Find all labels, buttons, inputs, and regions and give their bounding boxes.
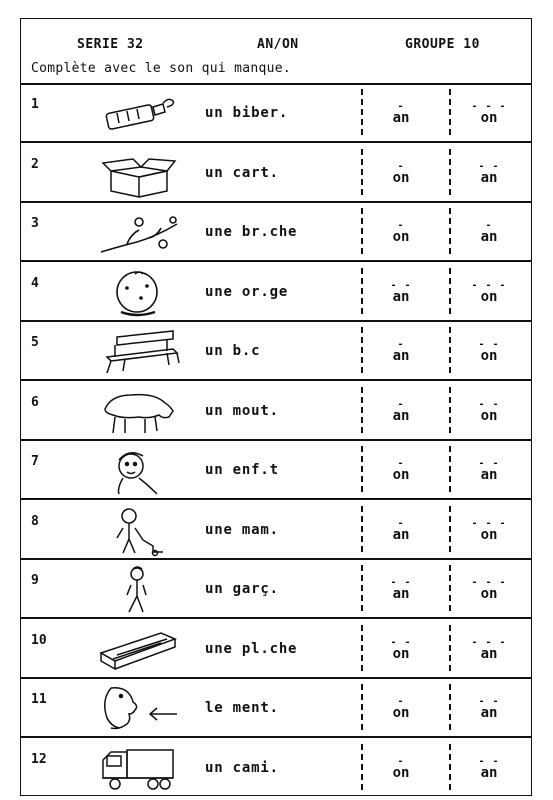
syllable-marks: - xyxy=(397,458,405,469)
sound-option-2[interactable] xyxy=(469,460,509,483)
sound-option-1[interactable] xyxy=(381,398,421,424)
exercise-row xyxy=(21,83,531,143)
syllable-marks: - xyxy=(397,101,405,112)
sound-text: an xyxy=(480,705,498,721)
sound-text: on xyxy=(392,229,410,245)
exercise-row xyxy=(21,559,531,619)
item-number: 7 xyxy=(31,454,39,469)
item-number: 2 xyxy=(31,156,39,172)
dashed-divider xyxy=(361,89,363,135)
syllable-marks: - - xyxy=(478,458,500,469)
dashed-divider xyxy=(449,625,451,671)
exercise-row xyxy=(21,500,531,560)
sound-option-2[interactable] xyxy=(469,398,509,424)
dashed-divider xyxy=(361,327,363,373)
sound-text: on xyxy=(480,586,498,602)
sound-text: an xyxy=(392,586,410,602)
incomplete-word: un mout. xyxy=(205,402,279,419)
item-number: 6 xyxy=(31,394,39,410)
sound-text: on xyxy=(392,764,410,781)
plank-icon xyxy=(97,625,179,673)
sound-option-2[interactable] xyxy=(469,279,509,305)
sound-option-1[interactable] xyxy=(381,279,421,305)
incomplete-word: une mam. xyxy=(205,521,279,538)
sound-text: an xyxy=(480,645,498,662)
item-number: 5 xyxy=(31,335,39,350)
dashed-divider xyxy=(361,149,363,195)
exercise-row xyxy=(21,202,531,262)
sound-text: on xyxy=(480,526,498,543)
branch-icon xyxy=(97,208,179,256)
item-number: 9 xyxy=(31,573,39,588)
sound-text: an xyxy=(392,526,410,543)
bench-icon xyxy=(97,327,179,375)
syllable-marks: - - xyxy=(478,160,500,172)
exercise-row xyxy=(21,619,531,679)
sound-option-1[interactable] xyxy=(381,160,421,186)
sound-text: an xyxy=(480,467,498,483)
sound-text: an xyxy=(392,348,410,364)
exercise-row xyxy=(21,262,531,322)
syllable-marks: - - xyxy=(478,398,500,410)
sound-option-1[interactable] xyxy=(381,517,421,543)
syllable-marks: - - xyxy=(478,755,500,767)
dashed-divider xyxy=(361,506,363,552)
sound-option-2[interactable] xyxy=(469,222,509,245)
dashed-divider xyxy=(449,149,451,195)
incomplete-word: une br.che xyxy=(205,224,298,240)
syllable-marks: - - - xyxy=(471,279,507,291)
sound-text: an xyxy=(392,110,410,126)
sound-option-1[interactable] xyxy=(381,460,421,483)
chin-face-icon xyxy=(97,684,179,732)
sound-text: on xyxy=(392,467,410,483)
sound-option-2[interactable] xyxy=(469,579,509,602)
worksheet-header xyxy=(21,19,531,85)
sound-option-1[interactable] xyxy=(381,222,421,245)
dashed-divider xyxy=(449,565,451,611)
sound-text: on xyxy=(480,110,498,126)
sound-option-2[interactable] xyxy=(469,517,509,543)
syllable-marks: - xyxy=(397,398,405,410)
syllable-marks: - - - xyxy=(471,636,507,648)
syllable-marks: - xyxy=(397,220,405,231)
baby-bottle-icon xyxy=(97,89,179,137)
syllable-marks: - xyxy=(397,160,405,172)
syllable-marks: - - xyxy=(390,577,412,588)
sound-text: on xyxy=(480,288,498,305)
sound-option-2[interactable] xyxy=(469,636,509,662)
orange-icon xyxy=(97,268,179,316)
item-number: 10 xyxy=(31,632,47,648)
mother-icon xyxy=(97,506,179,554)
sound-text: on xyxy=(480,348,498,364)
syllable-marks: - - xyxy=(478,339,500,350)
syllable-marks: - - xyxy=(390,636,412,648)
dashed-divider xyxy=(361,387,363,433)
child-icon xyxy=(97,446,179,494)
dashed-divider xyxy=(449,506,451,552)
item-number: 12 xyxy=(31,751,47,767)
sound-text: on xyxy=(392,705,410,721)
sound-option-1[interactable] xyxy=(381,103,421,126)
dashed-divider xyxy=(449,387,451,433)
exercise-row xyxy=(21,440,531,500)
syllable-marks: - - xyxy=(478,696,500,707)
dashed-divider xyxy=(361,744,363,790)
dashed-divider xyxy=(449,684,451,730)
cardboard-box-icon xyxy=(97,149,179,197)
sound-text: on xyxy=(480,407,498,424)
exercise-row xyxy=(21,381,531,441)
incomplete-word: un cami. xyxy=(205,759,279,776)
dashed-divider xyxy=(361,565,363,611)
syllable-marks: - - - xyxy=(471,517,507,529)
syllable-marks: - xyxy=(397,339,405,350)
dashed-divider xyxy=(449,89,451,135)
sound-text: an xyxy=(480,169,498,186)
incomplete-word: un enf.t xyxy=(205,462,279,478)
sound-text: an xyxy=(392,288,410,305)
item-number: 3 xyxy=(31,216,39,231)
syllable-marks: - - xyxy=(390,279,412,291)
incomplete-word: le ment. xyxy=(205,700,279,716)
incomplete-word: un b.c xyxy=(205,343,261,359)
syllable-marks: - xyxy=(397,696,405,707)
item-number: 11 xyxy=(31,692,47,707)
sound-option-2[interactable] xyxy=(469,755,509,781)
syllable-marks: - - - xyxy=(471,577,507,588)
sound-text: on xyxy=(392,645,410,662)
incomplete-word: un biber. xyxy=(205,105,289,121)
sound-text: an xyxy=(480,764,498,781)
dashed-divider xyxy=(361,268,363,314)
exercise-row xyxy=(21,678,531,738)
exercise-row xyxy=(21,143,531,203)
dashed-divider xyxy=(449,208,451,254)
boy-icon xyxy=(97,565,179,613)
exercise-row xyxy=(21,738,531,798)
dashed-divider xyxy=(361,684,363,730)
dashed-divider xyxy=(361,446,363,492)
item-number: 8 xyxy=(31,513,39,529)
instruction-text: Complète avec le son qui manque. xyxy=(31,61,292,76)
group-label: GROUPE 10 xyxy=(405,37,480,52)
sound-option-2[interactable] xyxy=(469,160,509,186)
sound-option-1[interactable] xyxy=(381,579,421,602)
incomplete-word: une or.ge xyxy=(205,283,289,300)
syllable-marks: - - - xyxy=(471,101,507,112)
sound-option-1[interactable] xyxy=(381,755,421,781)
exercise-row xyxy=(21,321,531,381)
syllable-marks: - xyxy=(397,517,405,529)
theme-label: AN/ON xyxy=(257,37,299,52)
dashed-divider xyxy=(449,268,451,314)
incomplete-word: un garç. xyxy=(205,581,279,597)
syllable-marks: - xyxy=(397,755,405,767)
series-label: SERIE 32 xyxy=(77,37,144,52)
sheep-icon xyxy=(97,387,179,435)
sound-option-2[interactable] xyxy=(469,103,509,126)
truck-icon xyxy=(97,744,179,792)
sound-option-2[interactable] xyxy=(469,698,509,721)
item-number: 1 xyxy=(31,97,39,112)
dashed-divider xyxy=(361,625,363,671)
dashed-divider xyxy=(449,327,451,373)
sound-text: an xyxy=(480,229,498,245)
item-number: 4 xyxy=(31,275,39,291)
sound-text: on xyxy=(392,169,410,186)
sound-option-1[interactable] xyxy=(381,341,421,364)
sound-text: an xyxy=(392,407,410,424)
dashed-divider xyxy=(449,446,451,492)
dashed-divider xyxy=(449,744,451,790)
dashed-divider xyxy=(361,208,363,254)
worksheet xyxy=(20,18,532,796)
incomplete-word: une pl.che xyxy=(205,640,298,657)
syllable-marks: - xyxy=(485,220,493,231)
sound-option-1[interactable] xyxy=(381,636,421,662)
sound-option-2[interactable] xyxy=(469,341,509,364)
sound-option-1[interactable] xyxy=(381,698,421,721)
incomplete-word: un cart. xyxy=(205,164,279,181)
